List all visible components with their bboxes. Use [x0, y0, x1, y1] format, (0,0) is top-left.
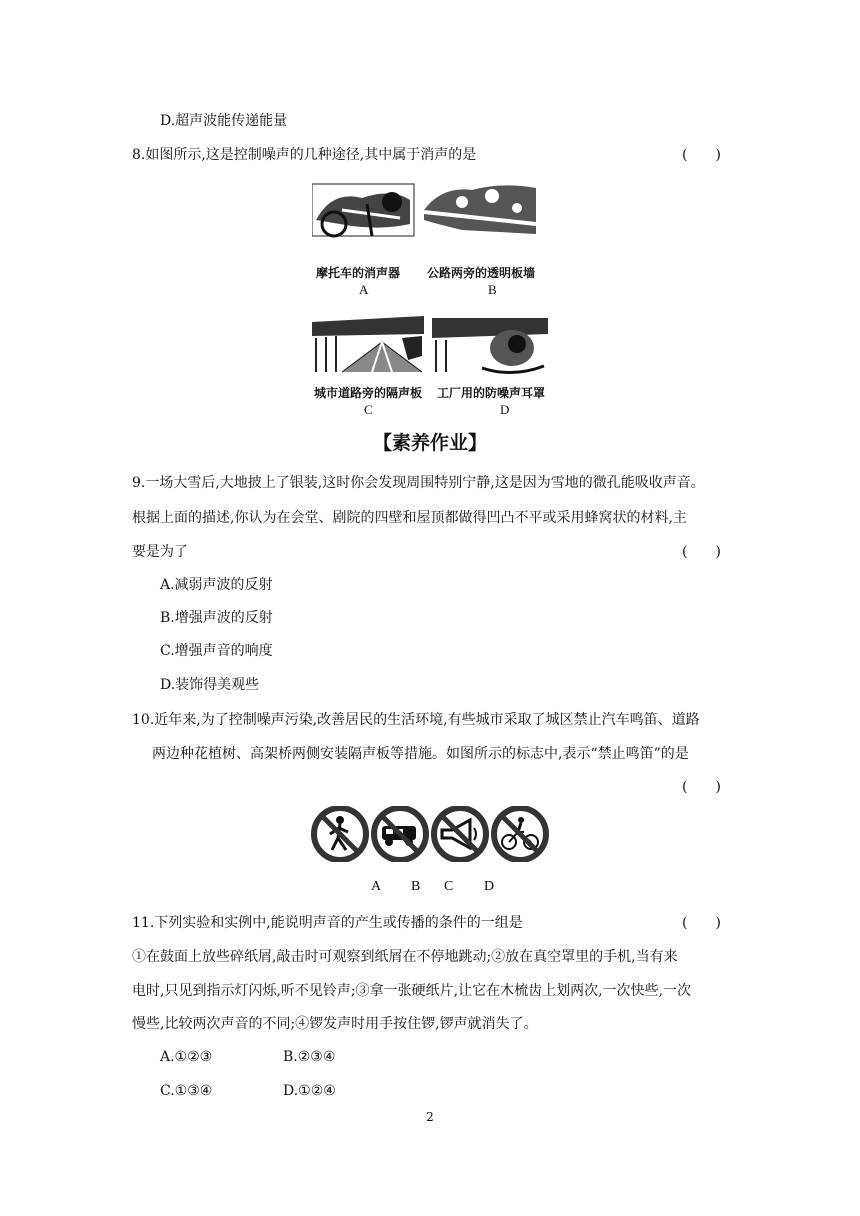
q8-caption-a: 摩托车的消声器: [316, 266, 401, 280]
q8-stem: 8.如图所示,这是控制噪声的几种途径,其中属于消声的是: [132, 147, 477, 163]
q11-option-d: D.①②④: [283, 1083, 336, 1099]
q10-letter-b: B: [411, 879, 421, 894]
q8-letter-b: B: [488, 282, 497, 297]
q8-caption-c: 城市道路旁的隔声板: [314, 386, 423, 400]
q11-option-b: B.②③④: [283, 1049, 336, 1065]
q8-caption-b: 公路两旁的透明板墙: [427, 266, 536, 280]
q8-figure: [312, 180, 552, 240]
page-number: 2: [426, 1110, 434, 1124]
no-horn-icon: [434, 808, 486, 860]
q10-letter-c: C: [444, 879, 454, 894]
q9-line-2: 根据上面的描述,你认为在会堂、剧院的四壁和屋顶都做得凹凸不平或采用蜂窝状的材料,主: [132, 510, 687, 526]
q8-answer-blank: ( ): [682, 147, 721, 163]
q9-option-c: C.增强声音的响度: [160, 643, 273, 659]
q10-answer-blank: ( ): [682, 779, 721, 795]
q7-option-d: D.超声波能传递能量: [160, 113, 288, 129]
q11-option-a: A.①②③: [160, 1049, 213, 1065]
q9-option-d: D.装饰得美观些: [160, 677, 260, 693]
q10-line-1: 10.近年来,为了控制噪声污染,改善居民的生活环境,有些城市采取了城区禁止汽车鸣笛、道路: [132, 712, 700, 728]
q8-images-bottom: [312, 312, 552, 378]
q11-body-3: 慢些,比较两次声音的不同;④锣发声时用手按住锣,锣声就消失了。: [132, 1016, 538, 1032]
no-pedestrian-icon: [314, 808, 366, 860]
motorcycle-muffler-image: [312, 184, 414, 236]
no-bicycle-icon: [494, 808, 546, 860]
q10-letter-d: D: [484, 879, 495, 894]
q8-images-top: [312, 180, 552, 242]
q11-answer-blank: ( ): [682, 915, 721, 931]
q9-answer-blank: ( ): [682, 544, 721, 560]
q9-line-3: 要是为了: [132, 544, 188, 560]
q11-body-2: 电时,只见到指示灯闪烁,听不见铃声;③拿一张硬纸片,让它在木梳齿上划两次,一次快些,一次: [132, 983, 691, 999]
q9-option-a: A.减弱声波的反射: [160, 577, 273, 593]
q8-figure-bottom: [312, 312, 552, 378]
q11-body-1: ①在鼓面上放些碎纸屑,敲击时可观察到纸屑在不停地跳动;②放在真空罩里的手机,当有来: [132, 949, 678, 965]
q8-letter-c: C: [364, 402, 373, 417]
q8-letter-d: D: [500, 402, 510, 417]
ear-muffs-image: [432, 316, 548, 376]
no-vehicle-icon: [374, 808, 426, 860]
section-heading: 【素养作业】: [372, 432, 487, 454]
q10-signs: [310, 806, 550, 862]
q11-stem: 11.下列实验和实例中,能说明声音的产生或传播的条件的一组是: [132, 915, 523, 931]
q11-option-c: C.①③④: [160, 1083, 213, 1099]
q8-caption-d: 工厂用的防噪声耳罩: [437, 386, 546, 400]
q9-line-1: 9.一场大雪后,大地披上了银装,这时你会发现周围特别宁静,这是因为雪地的微孔能吸收声音。: [132, 475, 705, 491]
q9-option-b: B.增强声波的反射: [160, 610, 273, 626]
q10-line-2: 两边种花植树、高架桥两侧安装隔声板等措施。如图所示的标志中,表示“禁止鸣笛”的是: [152, 746, 689, 762]
q8-letter-a: A: [359, 282, 369, 297]
transparent-wall-image: [422, 182, 538, 236]
q10-letter-a: A: [371, 879, 382, 894]
sound-barrier-image: [312, 316, 424, 376]
